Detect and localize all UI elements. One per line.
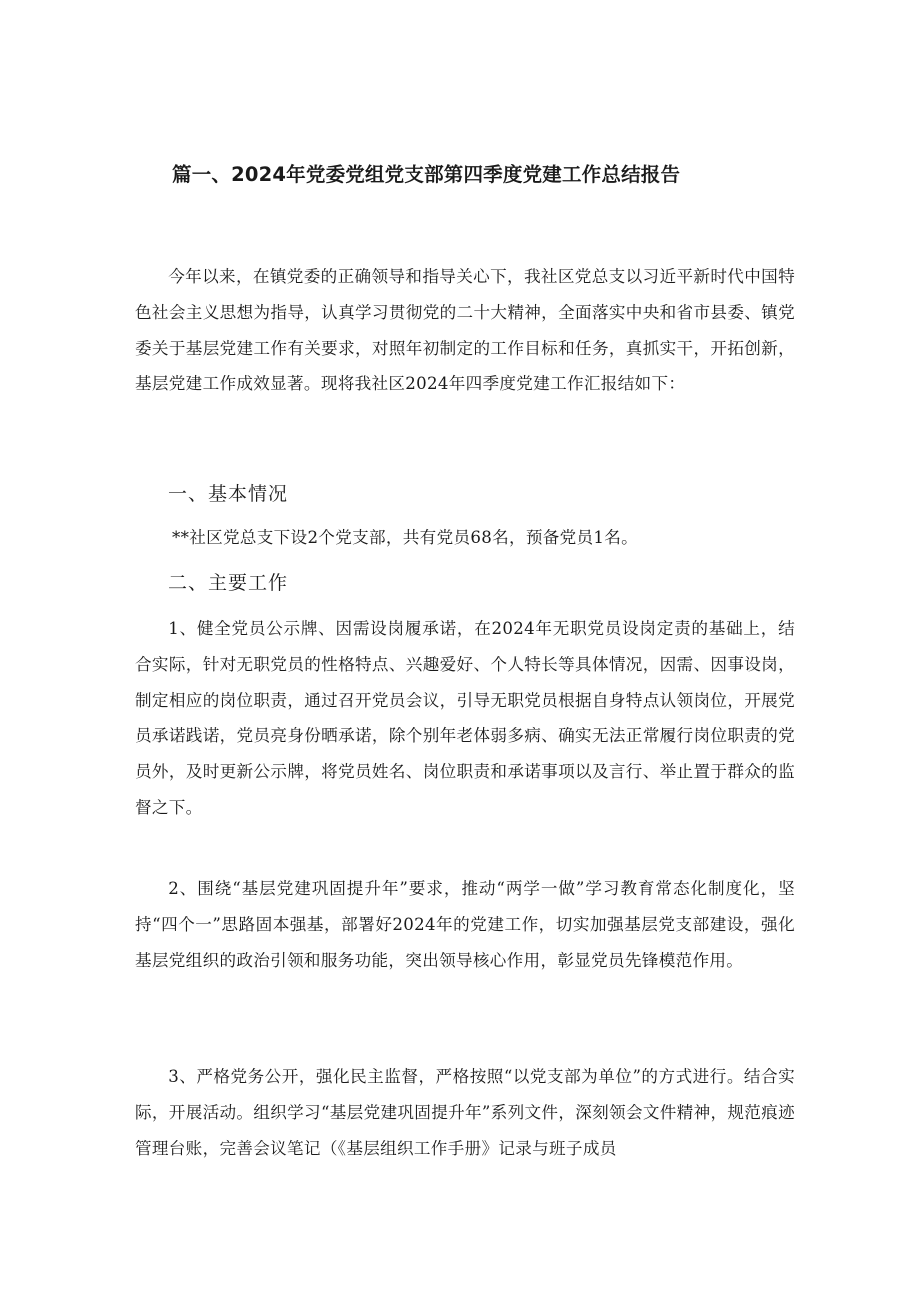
work-item-3: 3、严格党务公开，强化民主监督，严格按照“以党支部为单位”的方式进行。结合实际，开展活动。组织学习“基层党建巩固提升年”系列文件，深刻领会文件精神，规范痕迹管理台账，完善会议笔记（《基层组织工作手册》记录与班子成员 (135, 1067, 795, 1158)
document-title: 篇一、2024年党委党组党支部第四季度党建工作总结报告 (172, 163, 681, 186)
section-heading-main-work: 二、主要工作 (168, 572, 289, 594)
work-item-2: 2、围绕“基层党建巩固提升年”要求，推动“两学一做”学习教育常态化制度化，坚持“四个一”思路固本强基，部署好2024年的党建工作，切实加强基层党支部建设，强化基层党组织的政治引领和服务功能，突出领导核心作用，彰显党员先锋模范作用。 (135, 879, 795, 970)
basic-info-paragraph: **社区党总支下设2个党支部，共有党员68名，预备党员1名。 (172, 528, 639, 547)
work-item-1: 1、健全党员公示牌、因需设岗履承诺，在2024年无职党员设岗定责的基础上，结合实际，针对无职党员的性格特点、兴趣爱好、个人特长等具体情况，因需、因事设岗，制定相应的岗位职责，通过召开党员会议，引导无职党员根据自身特点认领岗位，开展党员承诺践诺，党员亮身份晒承诺，除个别年老体弱多病、确实无法正常履行岗位职责的党员外，及时更新公示牌，将党员姓名、岗位职责和承诺事项以及言行、举止置于群众的监督之下。 (135, 619, 795, 817)
section-heading-basic-info: 一、基本情况 (168, 483, 289, 505)
intro-paragraph: 今年以来，在镇党委的正确领导和指导关心下，我社区党总支以习近平新时代中国特色社会主义思想为指导，认真学习贯彻党的二十大精神，全面落实中央和省市县委、镇党委关于基层党建工作有关要求，对照年初制定的工作目标和任务，真抓实干，开拓创新，基层党建工作成效显著。现将我社区2024年四季度党建工作汇报结如下： (135, 267, 795, 394)
